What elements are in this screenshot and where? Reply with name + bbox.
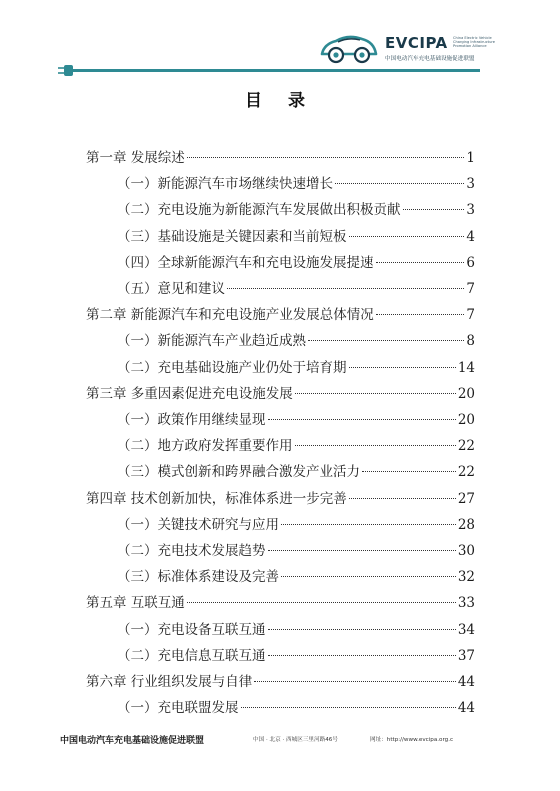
toc-entry-label: （二）充电信息互联互通 (117, 647, 266, 664)
toc-page-number: 6 (466, 254, 475, 271)
toc-section-entry[interactable] (117, 410, 475, 430)
toc-page-number: 27 (457, 490, 475, 507)
toc-section-entry[interactable] (117, 646, 475, 666)
toc-entry-label: 第一章 发展综述 (86, 150, 185, 166)
page-header (0, 0, 560, 80)
toc-page-number: 14 (457, 359, 475, 376)
toc-page-number: 22 (457, 438, 475, 455)
toc-dot-leader (187, 156, 465, 158)
toc-dot-leader (295, 444, 456, 446)
toc-page-number: 33 (457, 595, 475, 612)
toc-section-entry[interactable] (117, 620, 475, 640)
charging-plug-icon (58, 64, 82, 78)
toc-chapter-entry[interactable] (86, 384, 475, 404)
toc-dot-leader (268, 549, 456, 551)
toc-dot-leader (403, 208, 465, 210)
toc-page-number: 20 (457, 412, 475, 428)
toc-dot-leader (268, 654, 456, 656)
toc-page-number: 32 (457, 569, 475, 586)
toc-page-number: 4 (466, 228, 475, 245)
ev-car-logo-icon (318, 30, 380, 66)
toc-section-entry[interactable] (117, 698, 475, 718)
toc-page-number: 7 (466, 307, 475, 324)
toc-section-entry[interactable] (117, 200, 475, 220)
toc-dot-leader (268, 628, 456, 630)
toc-dot-leader (376, 313, 465, 315)
toc-entry-label: 第四章 技术创新加快，标准体系进一步完善 (86, 490, 347, 507)
toc-section-entry[interactable] (117, 515, 475, 535)
toc-entry-label: （二）充电技术发展趋势 (117, 543, 266, 559)
toc-entry-label: （一）充电联盟发展 (117, 700, 239, 717)
logo-chinese-name: 中国电动汽车充电基础设施促进联盟 (385, 56, 475, 62)
logo-wordmark (385, 34, 495, 62)
toc-page-number: 7 (466, 281, 475, 297)
toc-entry-label: 第五章 互联互通 (86, 595, 185, 612)
toc-chapter-entry[interactable] (86, 305, 475, 325)
toc-entry-label: （五）意见和建议 (117, 281, 225, 297)
toc-dot-leader (295, 392, 456, 394)
header-divider-line (80, 69, 480, 72)
toc-page-number: 20 (457, 385, 475, 402)
toc-entry-label: （三）标准体系建设及完善 (117, 569, 279, 586)
toc-section-entry[interactable] (117, 567, 475, 587)
toc-dot-leader (187, 601, 456, 603)
toc-entry-label: 第六章 行业组织发展与自律 (86, 674, 253, 690)
toc-page-number: 8 (466, 333, 475, 350)
toc-dot-leader (281, 575, 456, 577)
logo-english-name: China Electric Vehicle Charging Infrastructure Promotion Alliance (453, 36, 495, 48)
toc-chapter-entry[interactable] (86, 489, 475, 509)
toc-page-number: 44 (457, 674, 475, 690)
header-rule (0, 64, 560, 78)
toc-dot-leader (281, 523, 456, 525)
toc-entry-label: （一）新能源汽车市场继续快速增长 (117, 176, 333, 193)
toc-dot-leader (335, 182, 464, 184)
toc-entry-label: （二）地方政府发挥重要作用 (117, 438, 293, 455)
toc-section-entry[interactable] (117, 541, 475, 561)
toc-dot-leader (349, 497, 456, 499)
toc-page-number: 30 (457, 543, 475, 559)
toc-section-entry[interactable] (117, 436, 475, 456)
toc-dot-leader (362, 470, 456, 472)
toc-page-number: 3 (466, 176, 475, 193)
toc-chapter-entry[interactable] (86, 672, 475, 692)
toc-page-number: 44 (457, 700, 475, 717)
toc-entry-label: （一）充电设备互联互通 (117, 621, 266, 638)
footer-address: 中国 · 北京 · 西城区三里河路46号 (253, 737, 338, 743)
toc-page-number: 28 (457, 516, 475, 533)
toc-page-number: 22 (457, 464, 475, 481)
toc-dot-leader (227, 287, 464, 289)
toc-entry-label: （一）新能源汽车产业趋近成熟 (117, 333, 306, 350)
toc-page-number: 37 (457, 647, 475, 664)
logo-brand-name: EVCIPA (385, 34, 448, 52)
toc-section-entry[interactable] (117, 279, 475, 299)
toc-page-number: 1 (466, 150, 475, 166)
toc-section-entry[interactable] (117, 174, 475, 194)
toc-section-entry[interactable] (117, 253, 475, 273)
toc-dot-leader (308, 339, 464, 341)
toc-entry-label: （二）充电设施为新能源汽车发展做出积极贡献 (117, 202, 401, 219)
toc-section-entry[interactable] (117, 358, 475, 378)
footer-website: 网址：http://www.evcipa.org.c (370, 737, 454, 743)
toc-chapter-entry[interactable] (86, 148, 475, 168)
toc-page-number: 34 (457, 621, 475, 638)
toc-section-entry[interactable] (117, 462, 475, 482)
toc-entry-label: （二）充电基础设施产业仍处于培育期 (117, 359, 347, 376)
toc-title: 目 录 (245, 91, 315, 111)
toc-dot-leader (376, 261, 465, 263)
toc-entry-label: （四）全球新能源汽车和充电设施发展提速 (117, 254, 374, 271)
toc-entry-label: （一）关键技术研究与应用 (117, 516, 279, 533)
toc-dot-leader (268, 418, 456, 420)
toc-entry-label: （三）模式创新和跨界融合激发产业活力 (117, 464, 360, 481)
toc-dot-leader (349, 235, 465, 237)
toc-dot-leader (349, 366, 456, 368)
toc-entry-label: 第三章 多重因素促进充电设施发展 (86, 385, 293, 402)
toc-section-entry[interactable] (117, 331, 475, 351)
toc-dot-leader (241, 706, 456, 708)
toc-chapter-entry[interactable] (86, 593, 475, 613)
toc-entry-label: 第二章 新能源汽车和充电设施产业发展总体情况 (86, 307, 374, 324)
toc-page-number: 3 (466, 202, 475, 219)
toc-section-entry[interactable] (117, 227, 475, 247)
toc-entry-label: （三）基础设施是关键因素和当前短板 (117, 228, 347, 245)
footer-organization: 中国电动汽车充电基础设施促进联盟 (60, 736, 205, 746)
toc-dot-leader (254, 680, 456, 682)
toc-entry-label: （一）政策作用继续显现 (117, 412, 266, 428)
